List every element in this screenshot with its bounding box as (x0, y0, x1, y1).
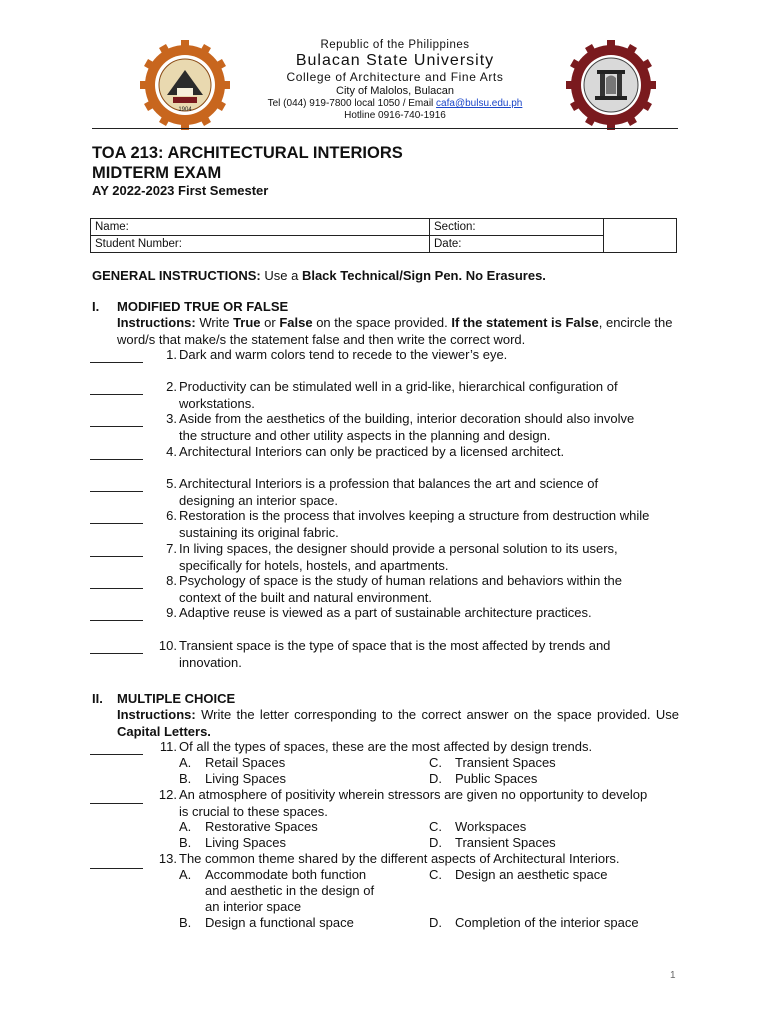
option-text: Design an aesthetic space (455, 867, 608, 882)
item-line-1: Architectural Interiors can only be practiced by a licensed architect. (179, 444, 565, 459)
item-number: 8. (166, 573, 177, 588)
part1-instructions (117, 315, 679, 348)
item-text (179, 347, 659, 364)
instr-bold: Capital Letters. (117, 723, 211, 739)
item-line-1: Aside from the aesthetics of the building, interior decoration should also involve (179, 411, 635, 426)
name-field[interactable]: Name: (91, 219, 430, 236)
part1-title: MODIFIED TRUE OR FALSE (117, 299, 289, 314)
option-b (179, 835, 286, 851)
part1-heading (92, 299, 288, 314)
option-text: Design a functional space (205, 915, 354, 930)
item-number: 9. (166, 605, 177, 620)
item-number: 10. (158, 638, 177, 653)
general-bold: Black Technical/Sign Pen. No Erasures. (301, 268, 546, 283)
item-text (179, 379, 659, 412)
question-line: is crucial to these spaces. (179, 803, 328, 819)
option-letter: B. (179, 771, 192, 786)
answer-blank[interactable] (90, 476, 143, 492)
question-text: Of all the types of spaces, these are the most affected by design trends. (179, 739, 593, 754)
item-text (179, 573, 659, 606)
letterhead-text (230, 38, 560, 122)
item-line-1: Transient space is the type of space that is the most affected by trends and (179, 638, 611, 653)
part2-heading (92, 691, 235, 706)
option-a (179, 819, 318, 835)
part1-number: I. (92, 299, 100, 314)
item-line-2: sustaining its original fabric. (179, 524, 339, 540)
answer-blank[interactable] (90, 605, 143, 621)
question-text: The common theme shared by the different aspects of Architectural Interiors. (179, 851, 620, 866)
exam-title (92, 143, 403, 183)
option-text: Living Spaces (205, 835, 286, 850)
item-line-1: In living spaces, the designer should provide a personal solution to its users, (179, 541, 618, 556)
option-text: Living Spaces (205, 771, 286, 786)
item-line-1: Adaptive reuse is viewed as a part of sustainable architecture practices. (179, 605, 592, 620)
option-text: Accommodate both function (205, 867, 367, 882)
question-number: 11. (159, 739, 177, 754)
option-text: Transient Spaces (455, 835, 556, 850)
option-text: Retail Spaces (205, 755, 286, 770)
question-line: An atmosphere of positivity wherein stressors are given no opportunity to develop (179, 787, 648, 802)
instr-text: or (260, 315, 280, 330)
option-letter: B. (179, 835, 192, 850)
instr-bold: If the statement is False (451, 315, 599, 330)
general-label: GENERAL INSTRUCTIONS: (92, 268, 261, 283)
email-link[interactable]: cafa@bulsu.edu.ph (436, 98, 523, 109)
part2-number: II. (92, 691, 103, 706)
item-number: 1. (166, 347, 177, 362)
option-c (429, 819, 526, 835)
item-line-1: Restoration is the process that involves keeping a structure from destruction while (179, 508, 650, 523)
part2-title: MULTIPLE CHOICE (117, 691, 236, 706)
option-c (429, 755, 556, 771)
instr-text: , encircle the word/s that make/s the statement false and then write the correct word. (117, 315, 673, 347)
answer-blank[interactable] (90, 379, 143, 395)
option-a (179, 755, 285, 771)
option-b (179, 915, 354, 931)
section-field[interactable]: Section: (430, 219, 604, 236)
item-number: 4. (166, 444, 177, 459)
option-letter: A. (179, 867, 192, 882)
item-text (179, 444, 659, 461)
option-letter: C. (429, 819, 442, 834)
course-title: TOA 213: ARCHITECTURAL INTERIORS (92, 144, 403, 162)
option-d (429, 835, 556, 851)
item-number: 5. (166, 476, 177, 491)
question-text (179, 787, 659, 820)
item-number: 3. (166, 411, 177, 426)
option-a-line3: an interior space (205, 899, 302, 914)
option-b (179, 771, 286, 787)
letterhead-header (0, 36, 768, 128)
item-text (179, 638, 659, 671)
option-a-line2: and aesthetic in the design of (205, 883, 375, 898)
university-name: Bulacan State University (295, 52, 495, 69)
seal-year: 1904 (178, 107, 192, 113)
item-text (179, 411, 659, 444)
item-line-2: context of the built and natural environment. (179, 589, 432, 605)
answer-blank[interactable] (90, 508, 143, 524)
contact-line (230, 98, 560, 110)
option-letter: A. (179, 819, 192, 834)
option-a (179, 867, 366, 883)
answer-blank[interactable] (90, 853, 143, 869)
header-divider (92, 128, 678, 129)
city-line: City of Malolos, Bulacan (336, 85, 454, 97)
answer-blank[interactable] (90, 788, 143, 804)
republic-line: Republic of the Philippines (320, 39, 470, 51)
part2-instr-label: Instructions: (117, 707, 196, 722)
answer-blank[interactable] (90, 411, 143, 427)
item-text (179, 541, 659, 574)
part1-instr-label: Instructions: (117, 315, 196, 330)
tel-text: Tel (044) 919-7800 local 1050 / Email (267, 98, 437, 109)
instr-false: False (279, 315, 313, 330)
option-text: Transient Spaces (455, 755, 556, 770)
instr-text: on the space provided. (312, 315, 452, 330)
instr-text: Write the letter corresponding to the correct answer on the space provided. Use (195, 707, 679, 722)
item-line-2: workstations. (179, 395, 255, 411)
item-line-2: innovation. (179, 654, 242, 670)
item-line-2: specifically for hotels, hostels, and apartments. (179, 557, 449, 573)
general-text: Use a (260, 268, 302, 283)
instr-text: Write (195, 315, 234, 330)
college-name: College of Architecture and Fine Arts (286, 70, 504, 84)
item-line-2: designing an interior space. (179, 492, 338, 508)
option-text: Public Spaces (455, 771, 538, 786)
part2-instructions (117, 707, 679, 740)
option-d (429, 771, 537, 787)
item-text (179, 476, 659, 509)
item-line-1: Psychology of space is the study of human relations and behaviors within the (179, 573, 622, 588)
student-info-table (90, 218, 677, 253)
answer-blank[interactable] (90, 573, 143, 589)
item-text (179, 605, 659, 622)
option-letter: A. (179, 755, 192, 770)
option-letter: D. (429, 835, 442, 850)
option-text: Restorative Spaces (205, 819, 318, 834)
item-text (179, 508, 659, 541)
item-number: 6. (166, 508, 177, 523)
item-line-1: Dark and warm colors tend to recede to the viewer’s eye. (179, 347, 508, 362)
option-letter: C. (429, 755, 442, 770)
option-text: Completion of the interior space (455, 915, 639, 930)
item-line-1: Architectural Interiors is a profession that balances the art and science of (179, 476, 599, 491)
option-letter: D. (429, 771, 442, 786)
item-number: 7. (166, 541, 177, 556)
answer-blank[interactable] (90, 541, 143, 557)
instr-true: True (233, 315, 261, 330)
item-number: 2. (166, 379, 177, 394)
answer-blank[interactable] (90, 739, 143, 755)
exam-type: MIDTERM EXAM (92, 164, 222, 182)
item-line-1: Productivity can be stimulated well in a grid-like, hierarchical configuration of (179, 379, 618, 394)
score-box[interactable] (604, 219, 677, 253)
item-line-2: the structure and other utility aspects in the planning and design. (179, 427, 551, 443)
date-field[interactable]: Date: (430, 236, 604, 253)
option-c (429, 867, 607, 883)
question-number: 12. (158, 787, 177, 802)
option-text: Workspaces (455, 819, 527, 834)
student-number-field[interactable]: Student Number: (91, 236, 430, 253)
option-d (429, 915, 639, 931)
option-letter: B. (179, 915, 192, 930)
hotline-line: Hotline 0916-740-1916 (344, 110, 446, 121)
college-seal-logo (563, 40, 659, 130)
academic-year: AY 2022-2023 First Semester (92, 183, 269, 198)
answer-blank[interactable] (90, 638, 143, 654)
answer-blank[interactable] (90, 347, 143, 363)
question-number: 13. (158, 851, 177, 866)
general-instructions (92, 268, 546, 283)
option-letter: C. (429, 867, 442, 882)
university-seal-logo (137, 40, 233, 130)
option-letter: D. (429, 915, 442, 930)
answer-blank[interactable] (90, 444, 143, 460)
page-number: 1 (670, 970, 676, 981)
